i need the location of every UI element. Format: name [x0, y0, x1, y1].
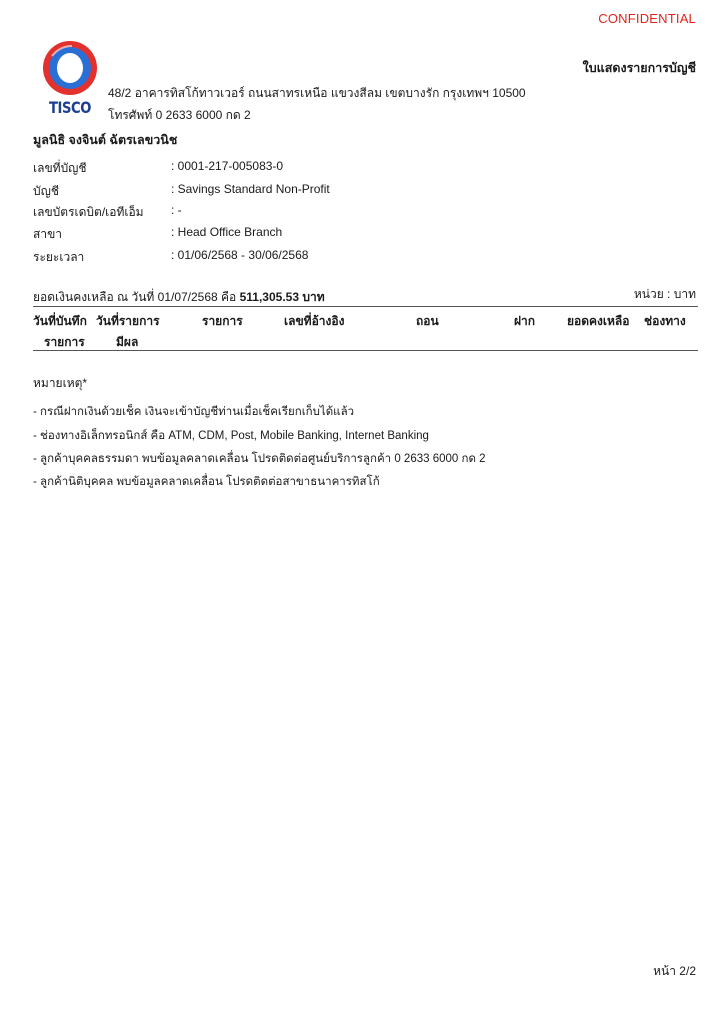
header-channel: ช่องทาง — [644, 314, 686, 328]
header-withdraw: ถอน — [416, 314, 439, 328]
tisco-logo — [38, 38, 102, 122]
header-deposit: ฝาก — [514, 314, 536, 328]
header-record-date-line2: รายการ — [44, 335, 85, 349]
table-bottom-rule — [33, 350, 698, 351]
info-label: บัญชี — [33, 184, 59, 198]
bank-address: 48/2 อาคารทิสโก้ทาวเวอร์ ถนนสาทรเหนือ แขวงสีลม เขตบางรัก กรุงเทพฯ 10500 — [108, 86, 526, 100]
page-number: หน้า 2/2 — [653, 964, 696, 978]
info-row-account-number — [33, 159, 633, 175]
document-title: ใบแสดงรายการบัญชี — [582, 61, 696, 75]
header-reference: เลขที่อ้างอิง — [284, 314, 345, 328]
note-item: - กรณีฝากเงินด้วยเช็ค เงินจะเข้าบัญชีท่านเมื่อเช็คเรียกเก็บได้แล้ว — [33, 406, 355, 418]
info-value: : Head Office Branch — [171, 225, 283, 239]
info-label: เลขที่บัญชี — [33, 161, 87, 175]
info-row-account-type — [33, 182, 633, 198]
header-effective-date-line2: มีผล — [116, 335, 139, 349]
unit-label: หน่วย : บาท — [633, 287, 696, 301]
header-description: รายการ — [202, 314, 243, 328]
note-item: - ลูกค้าบุคคลธรรมดา พบข้อมูลคลาดเคลื่อน โปรดติดต่อศูนย์บริการลูกค้า 0 2633 6000 กด 2 — [33, 453, 486, 465]
table-top-rule — [33, 306, 698, 307]
logo-text: TISCO — [48, 98, 91, 117]
info-value: : 01/06/2568 - 30/06/2568 — [171, 248, 309, 262]
balance-amount: 511,305.53 บาท — [239, 290, 325, 304]
info-value: : - — [171, 203, 182, 217]
confidential-label: CONFIDENTIAL — [598, 11, 696, 26]
info-value: : 0001-217-005083-0 — [171, 159, 284, 173]
info-label: ระยะเวลา — [33, 250, 85, 264]
note-item: - ช่องทางอิเล็กทรอนิกส์ คือ ATM, CDM, Post, Mobile Banking, Internet Banking — [33, 430, 429, 442]
info-row-debit-card — [33, 203, 633, 219]
info-row-branch — [33, 225, 633, 241]
bank-phone: โทรศัพท์ 0 2633 6000 กด 2 — [108, 108, 251, 122]
info-label: เลขบัตรเดบิต/เอทีเอ็ม — [33, 205, 144, 219]
customer-name: มูลนิธิ จงจินต์ ฉัตรเลขวนิช — [33, 133, 178, 147]
info-row-period — [33, 248, 633, 264]
balance-prefix: ยอดเงินคงเหลือ ณ วันที่ 01/07/2568 คือ — [33, 290, 240, 304]
info-label: สาขา — [33, 227, 63, 241]
header-effective-date: วันที่รายการ — [96, 314, 160, 328]
note-item: - ลูกค้านิติบุคคล พบข้อมูลคลาดเคลื่อน โปรดติดต่อสาขาธนาคารทิสโก้ — [33, 476, 380, 488]
header-record-date: วันที่บันทึก — [33, 314, 87, 328]
balance-statement — [33, 288, 325, 307]
header-balance: ยอดคงเหลือ — [567, 314, 630, 328]
notes-title: หมายเหตุ* — [33, 376, 88, 390]
tisco-logo-icon — [38, 38, 102, 100]
info-value: : Savings Standard Non-Profit — [171, 182, 330, 196]
